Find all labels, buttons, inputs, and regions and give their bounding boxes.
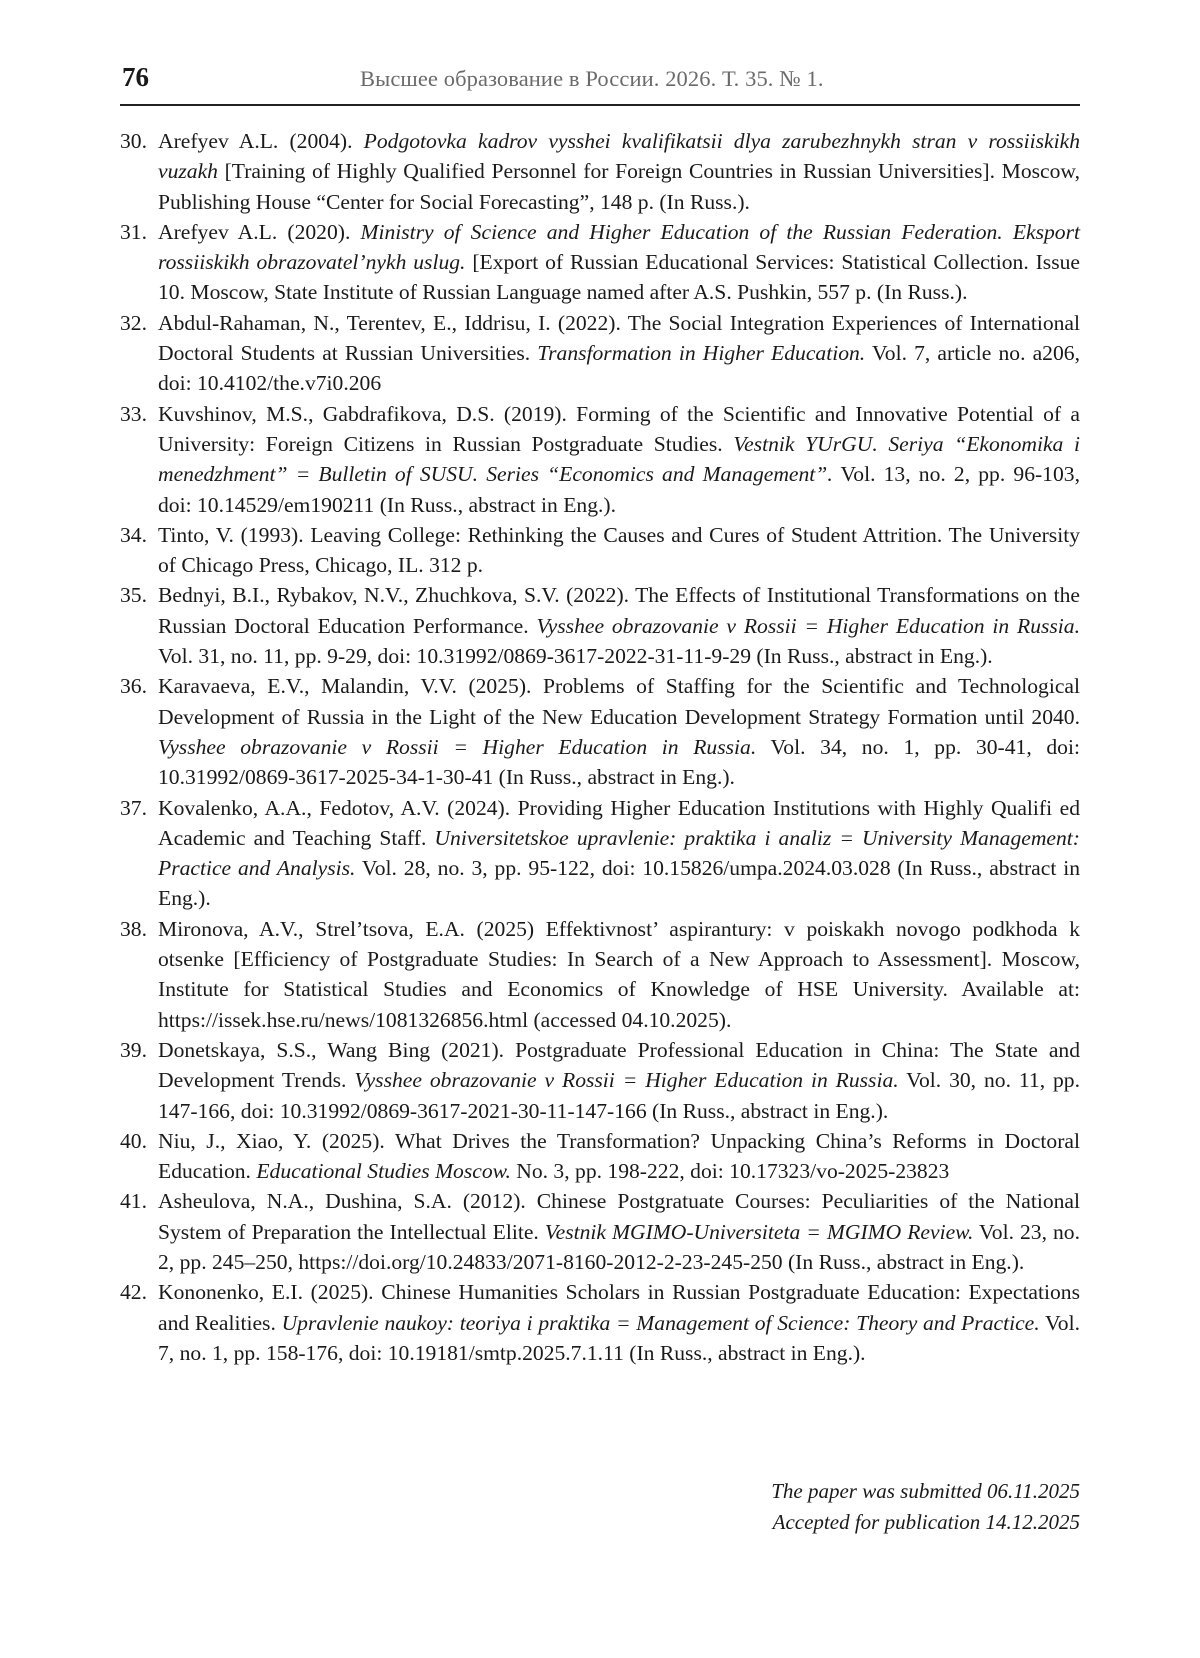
reference-number: 31.	[120, 219, 147, 244]
reference-number: 33.	[120, 401, 147, 426]
reference-text: Vol. 7, article no. a206, doi: 10.4102/the.v7i0.206	[158, 341, 1080, 396]
reference-source: Vysshee obrazovanie v Rossii = Higher Education in Russia.	[536, 613, 1080, 638]
reference-number: 35.	[120, 583, 147, 608]
reference-text: Tinto, V. (1993). Leaving College: Rethinking the Causes and Cures of Student Attrition. The University of Chicago Press, Chicago, IL. 312 p.	[158, 522, 1080, 578]
reference-text: Donetskaya, S.S., Wang Bing (2021). Postgraduate Professional Education in China: The State and Development Trends.	[158, 1037, 1080, 1093]
reference-source: Vestnik YUrGU. Seriya “Ekonomika i menedzhment” = Bulletin of SUSU. Series “Economics and Management”.	[158, 431, 1080, 487]
reference-source: Podgotovka kadrov vysshei kvalifikatsii dlya zarubezhnykh stran v rossiiskikh vuzakh	[158, 129, 1080, 184]
reference-number: 40.	[120, 1128, 147, 1153]
reference-item	[120, 520, 1080, 581]
page-number: 76	[122, 62, 149, 92]
reference-source: Educational Studies Moscow.	[256, 1159, 511, 1184]
reference-list	[120, 126, 1080, 1368]
reference-text: No. 3, pp. 198-222, doi: 10.17323/vo-2025-23823	[510, 1159, 950, 1184]
reference-item	[120, 671, 1080, 792]
reference-text: Vol. 28, no. 3, pp. 95-122, doi: 10.15826/umpa.2024.03.028 (In Russ., abstract in Eng.).	[158, 856, 1080, 911]
reference-text: Asheulova, N.A., Dushina, S.A. (2012). Chinese Postgratuate Courses: Peculiarities of the National System of Preparation the Intellectual Elite.	[158, 1189, 1080, 1244]
reference-item	[120, 914, 1080, 1035]
reference-text: Niu, J., Xiao, Y. (2025). What Drives the Transformation? Unpacking China’s Reforms in Doctoral Education.	[158, 1128, 1080, 1184]
reference-source: Upravlenie naukoy: teoriya i praktika = Management of Science: Theory and Practice.	[281, 1310, 1040, 1335]
reference-number: 39.	[120, 1037, 147, 1062]
page-header	[120, 60, 1080, 106]
reference-item	[120, 399, 1080, 520]
reference-text: Arefyev A.L. (2004).	[158, 129, 364, 153]
reference-number: 34.	[120, 522, 147, 547]
reference-text: Vol. 34, no. 1, pp. 30-41, doi: 10.31992/0869-3617-2025-34-1-30-41 (In Russ., abstract in Eng.).	[158, 734, 1080, 790]
reference-text: Vol. 7, no. 1, pp. 158-176, doi: 10.19181/smtp.2025.7.1.11 (In Russ., abstract in Eng.).	[158, 1310, 1080, 1365]
reference-text: Kononenko, E.I. (2025). Chinese Humanities Scholars in Russian Postgraduate Education: Expectations and Realities.	[158, 1280, 1080, 1335]
reference-source: Vysshee obrazovanie v Rossii = Higher Education in Russia.	[158, 734, 757, 759]
reference-source: Ministry of Science and Higher Education of the Russian Federation. Eksport rossiiskikh obrazovatel’nykh uslug.	[158, 219, 1080, 275]
submission-note	[771, 1476, 1080, 1538]
reference-source: Transformation in Higher Education.	[537, 341, 866, 366]
reference-text: Vol. 30, no. 11, pp. 147-166, doi: 10.31992/0869-3617-2021-30-11-147-166 (In Russ., abstract in Eng.).	[158, 1068, 1080, 1123]
reference-text: Vol. 13, no. 2, pp. 96-103, doi: 10.14529/em190211 (In Russ., abstract in Eng.).	[158, 462, 1080, 517]
reference-number: 37.	[120, 795, 147, 820]
reference-source: Vestnik MGIMO-Universiteta = MGIMO Review.	[544, 1219, 974, 1244]
reference-text: [Training of Highly Qualified Personnel for Foreign Countries in Russian Universities]. Moscow, Publishing House “Center for Social Forecasting”, 148 p. (In Russ.).	[158, 159, 1080, 214]
reference-item	[120, 126, 1080, 217]
reference-number: 38.	[120, 916, 147, 941]
reference-item	[120, 1186, 1080, 1277]
reference-text: [Export of Russian Educational Services: Statistical Collection. Issue 10. Moscow, State Institute of Russian Language named after A.S. Pushkin, 557 p. (In Russ.).	[158, 250, 1080, 305]
submitted-date: The paper was submitted 06.11.2025	[771, 1479, 1080, 1503]
reference-source: Vysshee obrazovanie v Rossii = Higher Education in Russia.	[354, 1068, 899, 1093]
reference-text: Karavaeva, E.V., Malandin, V.V. (2025). Problems of Staffing for the Scientific and Technological Development of Russia in the Light of the New Education Development Strategy Formation until 2040.	[158, 674, 1080, 729]
reference-item	[120, 1277, 1080, 1368]
reference-text: Bednyi, B.I., Rybakov, N.V., Zhuchkova, S.V. (2022). The Effects of Institutional Transformations on the Russian Doctoral Education Performance.	[158, 583, 1080, 638]
reference-number: 41.	[120, 1189, 147, 1214]
reference-text: Kovalenko, A.A., Fedotov, A.V. (2024). Providing Higher Education Institutions with Highly Qualifi ed Academic and Teaching Staff.	[158, 795, 1080, 850]
reference-item	[120, 580, 1080, 671]
reference-number: 36.	[120, 674, 147, 699]
reference-text: Arefyev A.L. (2020).	[158, 219, 361, 244]
accepted-date: Accepted for publication 14.12.2025	[772, 1510, 1080, 1534]
reference-text: Kuvshinov, M.S., Gabdrafikova, D.S. (2019). Forming of the Scientific and Innovative Potential of a University: Foreign Citizens in Russian Postgraduate Studies.	[158, 401, 1080, 456]
reference-text: Abdul-Rahaman, N., Terentev, E., Iddrisu, I. (2022). The Social Integration Experiences of International Doctoral Students at Russian Universities.	[158, 310, 1080, 366]
reference-text: Mironova, A.V., Strel’tsova, E.A. (2025) Effektivnost’ aspirantury: v poiskakh novogo podkhoda k otsenke [Efficiency of Postgraduate Studies: In Search of a New Approach to Assessment]. Moscow, Institute for Statistical Studies and Economics of Knowledge of HSE University. Available at: https://issek.hse.ru/news/1081326856.html (accessed 04.10.2025).	[158, 916, 1080, 1032]
running-head: Высшее образование в России. 2026. Т. 35. № 1.	[360, 66, 824, 91]
reference-number: 32.	[120, 310, 147, 335]
reference-item	[120, 793, 1080, 914]
reference-number: 42.	[120, 1280, 147, 1305]
reference-text: Vol. 31, no. 11, pp. 9-29, doi: 10.31992/0869-3617-2022-31-11-9-29 (In Russ., abstract in Eng.).	[158, 644, 993, 669]
reference-item	[120, 1035, 1080, 1126]
reference-number: 30.	[120, 129, 147, 153]
reference-item	[120, 1126, 1080, 1187]
reference-item	[120, 308, 1080, 399]
reference-text: Vol. 23, no. 2, pp. 245–250, https://doi.org/10.24833/2071-8160-2012-2-23-245-250 (In Russ., abstract in Eng.).	[158, 1219, 1080, 1274]
reference-item	[120, 217, 1080, 308]
reference-source: Universitetskoe upravlenie: praktika i analiz = University Management: Practice and Analysis.	[158, 825, 1080, 881]
